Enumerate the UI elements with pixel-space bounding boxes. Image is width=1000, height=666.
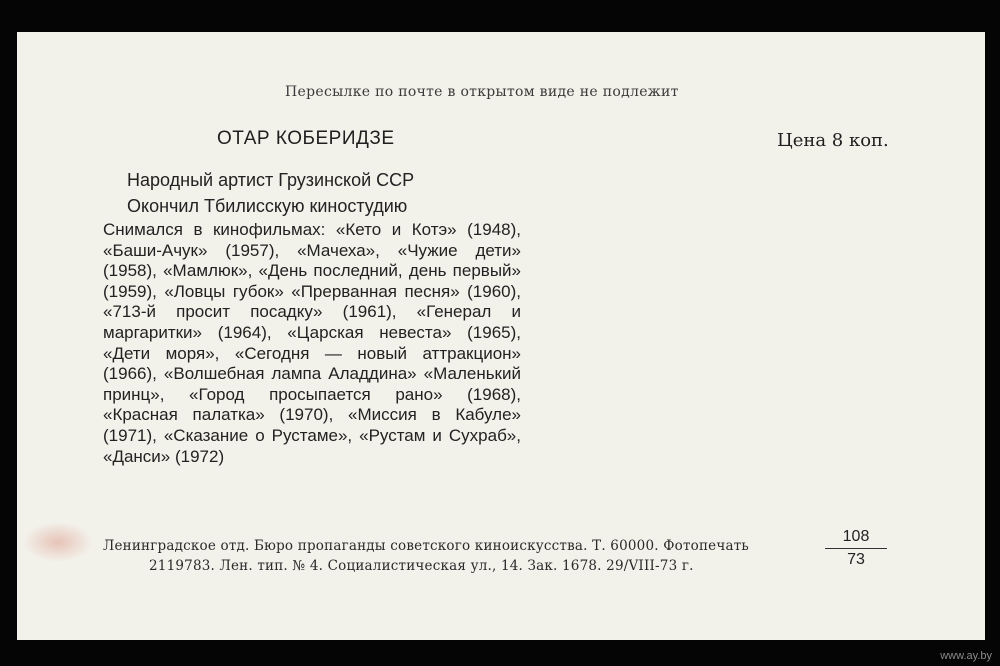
fraction-denominator: 73 [847,551,865,568]
actor-name: ОТАР КОБЕРИДЗЕ [217,128,395,149]
ink-stain [23,522,93,562]
postcard-back [17,32,985,640]
site-watermark: www.ay.by [940,650,992,662]
print-info-line: 2119783. Лен. тип. № 4. Социалистическая ул., 14. Зак. 1678. 29/VIII-73 г. [149,558,694,574]
honorary-title: Народный артист Грузинской ССР [127,170,415,190]
publisher-line: Ленинградское отд. Бюро пропаганды советского киноискусства. Т. 60000. Фотопечать [103,538,749,554]
print-run-fraction [825,528,887,569]
filmography-text: Снимался в кинофильмах: «Кето и Котэ» (1948), «Баши-Ачук» (1957), «Мачеха», «Чужие дети» (1958), «Мамлюк», «День последний, день первый» (1959), «Ловцы губок» «Прерванная песня» (1960), «713-й просит посадку» (1961), «Генерал и маргаритки» (1964), «Царская невеста» (1965), «Дети моря», «Сегодня — новый аттракцион» (1966), «Волшебная лампа Аладдина» «Маленький принц», «Город просыпается рано» (1968), «Красная палатка» (1970), «Миссия в Кабуле» (1971), «Сказание о Рустаме», «Рустам и Сухраб», «Данси» (1972) [103,220,521,466]
mailing-notice: Пересылке по почте в открытом виде не подлежит [285,84,679,100]
fraction-numerator: 108 [825,528,887,549]
price-label: Цена 8 коп. [777,130,889,151]
education-line: Окончил Тбилисскую киностудию [127,196,408,216]
